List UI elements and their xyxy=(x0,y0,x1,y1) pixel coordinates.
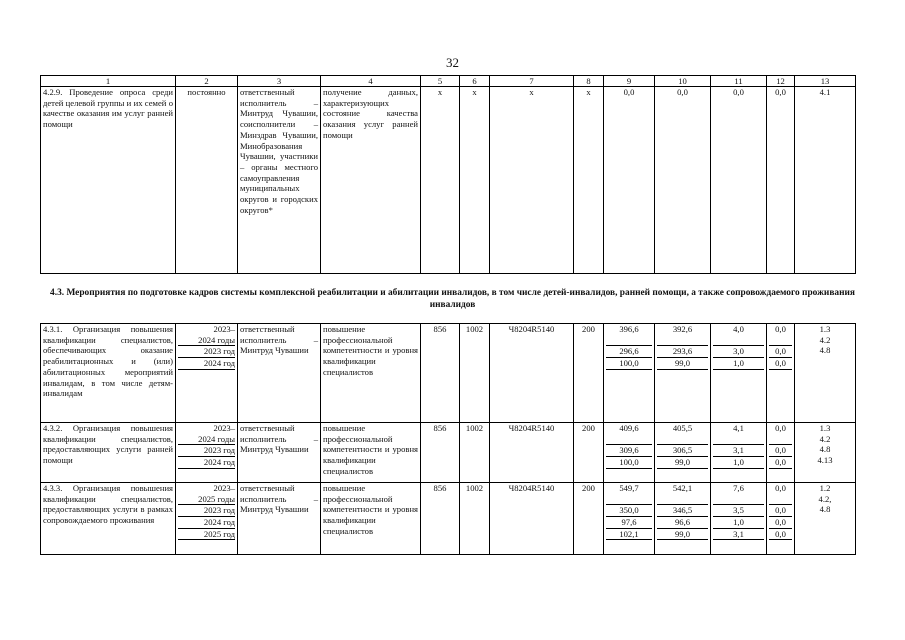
measure-name: 4.3.2. Организация повышения квалификации специалистов, предоставляющих услуги ранней помощи xyxy=(41,423,176,483)
target-code: 4.13 xyxy=(817,455,833,466)
amount-line xyxy=(713,494,764,506)
cell-col-5: 856 xyxy=(421,324,460,423)
amount-line xyxy=(657,494,708,506)
amount-line: 405,5 xyxy=(672,423,693,433)
measure-name: 4.3.3. Организация повышения квалификации специалистов, предоставляющих услуги в рамках сопровождаемого проживания xyxy=(41,483,176,555)
amount-line: 100,0 xyxy=(606,358,652,370)
amount-line: 293,6 xyxy=(657,346,708,358)
measure-name: 4.3.1. Организация повышения квалификации специалистов, обеспечивающих оказание реабилитационных и (или) абилитационных мероприятий инвалидам, в том числе детям-инвалидам xyxy=(41,324,176,423)
cell-col-12 xyxy=(767,483,795,555)
amount-line: 3,5 xyxy=(713,505,764,517)
amount-line xyxy=(713,434,764,446)
amount-line: 99,0 xyxy=(657,358,708,370)
amount-line: 350,0 xyxy=(606,505,652,517)
amount-line: 0,0 xyxy=(769,346,792,358)
amount-line: 97,6 xyxy=(606,517,652,529)
column-number: 1 xyxy=(41,76,176,87)
cell-col-13: 4.1 xyxy=(795,87,856,274)
column-number: 8 xyxy=(574,76,604,87)
term-line: 2023– xyxy=(213,324,235,334)
measure-term xyxy=(176,483,238,555)
amount-line: 3,1 xyxy=(713,529,764,541)
column-number-row xyxy=(41,76,856,87)
term-line: 2023– xyxy=(213,423,235,433)
cell-col-5: 856 xyxy=(421,423,460,483)
cell-col-5: х xyxy=(421,87,460,274)
column-number: 3 xyxy=(238,76,321,87)
amount-line xyxy=(769,434,792,446)
measure-term: постоянно xyxy=(176,87,238,274)
amount-line: 0,0 xyxy=(769,445,792,457)
amount-line xyxy=(657,335,708,347)
amount-line: 99,0 xyxy=(657,529,708,541)
table-row xyxy=(41,87,856,274)
table-row xyxy=(41,423,856,483)
cell-col-9: 0,0 xyxy=(604,87,655,274)
amount-line: 549,7 xyxy=(619,483,639,493)
cell-col-9 xyxy=(604,423,655,483)
column-number: 12 xyxy=(767,76,795,87)
section-heading: 4.3. Мероприятия по подготовке кадров системы комплексной реабилитации и абилитации инвалидов, в том числе детей-инвалидов, ранней помощи, а также сопровождаемого проживания инвалидов xyxy=(50,288,855,310)
amount-line xyxy=(606,494,652,506)
measures-table-lower xyxy=(40,323,856,555)
measure-executor: ответственный исполнитель – Минтруд Чувашии xyxy=(238,483,321,555)
amount-line: 4,0 xyxy=(733,324,744,334)
column-number: 10 xyxy=(655,76,711,87)
amount-line xyxy=(713,335,764,347)
amount-line: 3,0 xyxy=(713,346,764,358)
amount-line xyxy=(606,335,652,347)
measures-table-upper xyxy=(40,75,856,274)
cell-col-9 xyxy=(604,483,655,555)
measure-executor: ответственный исполнитель – Минтруд Чувашии xyxy=(238,324,321,423)
amount-line xyxy=(657,434,708,446)
amount-line: 296,6 xyxy=(606,346,652,358)
measure-term xyxy=(176,423,238,483)
measure-result: получение данных, характеризующих состояние качества оказания услуг ранней помощи xyxy=(321,87,421,274)
amount-line: 0,0 xyxy=(769,457,792,469)
cell-col-10 xyxy=(655,324,711,423)
cell-col-6: 1002 xyxy=(460,483,490,555)
amount-line: 0,0 xyxy=(775,423,786,433)
amount-line: 102,1 xyxy=(606,529,652,541)
amount-line: 346,5 xyxy=(657,505,708,517)
column-number: 2 xyxy=(176,76,238,87)
cell-col-11: 0,0 xyxy=(711,87,767,274)
cell-col-7: Ч8204R5140 xyxy=(490,423,574,483)
term-line: 2023 год xyxy=(178,346,235,358)
cell-col-8: 200 xyxy=(574,324,604,423)
cell-col-7: х xyxy=(490,87,574,274)
cell-col-11 xyxy=(711,423,767,483)
column-number: 7 xyxy=(490,76,574,87)
target-code: 1.3 xyxy=(819,423,831,433)
amount-line: 0,0 xyxy=(775,483,786,493)
amount-line: 1,0 xyxy=(713,358,764,370)
measure-result: повышение профессиональной компетентности и уровня квалификации специалистов xyxy=(321,423,421,483)
cell-col-13 xyxy=(795,423,856,483)
table-row xyxy=(41,324,856,423)
amount-line xyxy=(769,335,792,347)
amount-line: 100,0 xyxy=(606,457,652,469)
amount-line: 0,0 xyxy=(769,529,792,541)
cell-col-12 xyxy=(767,423,795,483)
cell-col-6: 1002 xyxy=(460,324,490,423)
amount-line xyxy=(606,434,652,446)
term-line: 2023 год xyxy=(178,445,235,457)
table-row xyxy=(41,483,856,555)
amount-line: 1,0 xyxy=(713,457,764,469)
cell-col-13 xyxy=(795,483,856,555)
cell-col-12: 0,0 xyxy=(767,87,795,274)
amount-line: 306,5 xyxy=(657,445,708,457)
term-line: 2024 годы xyxy=(178,434,235,446)
cell-col-7: Ч8204R5140 xyxy=(490,483,574,555)
target-code: 4.2 xyxy=(819,433,831,444)
measure-term xyxy=(176,324,238,423)
amount-line: 1,0 xyxy=(713,517,764,529)
cell-col-13 xyxy=(795,324,856,423)
amount-line: 99,0 xyxy=(657,457,708,469)
target-code: 1.3 xyxy=(819,324,831,334)
term-line: 2025 год xyxy=(178,529,235,541)
cell-col-6: 1002 xyxy=(460,423,490,483)
cell-col-10 xyxy=(655,483,711,555)
target-code: 4.8 xyxy=(819,444,831,455)
amount-line: 0,0 xyxy=(769,358,792,370)
amount-line: 3,1 xyxy=(713,445,764,457)
target-code: 4.8 xyxy=(819,345,831,356)
amount-line: 542,1 xyxy=(672,483,693,493)
amount-line: 409,6 xyxy=(619,423,639,433)
measure-executor: ответственный исполнитель – Минтруд Чувашии, соисполнители – Минздрав Чувашии, Минобразования Чувашии, участники – органы местного самоуправления муниципальных округов и городских округов* xyxy=(238,87,321,274)
cell-col-11 xyxy=(711,483,767,555)
page-number: 32 xyxy=(446,55,459,70)
amount-line: 0,0 xyxy=(769,517,792,529)
cell-col-12 xyxy=(767,324,795,423)
column-number: 6 xyxy=(460,76,490,87)
amount-line: 396,6 xyxy=(619,324,639,334)
amount-line: 0,0 xyxy=(769,505,792,517)
cell-col-8: 200 xyxy=(574,483,604,555)
column-number: 11 xyxy=(711,76,767,87)
target-code: 4.8 xyxy=(819,504,831,515)
amount-line xyxy=(769,494,792,506)
target-code: 4.2 xyxy=(819,334,831,345)
cell-col-11 xyxy=(711,324,767,423)
cell-col-8: 200 xyxy=(574,423,604,483)
column-number: 5 xyxy=(421,76,460,87)
cell-col-10 xyxy=(655,423,711,483)
term-line: 2024 год xyxy=(178,517,235,529)
term-line: 2023– xyxy=(213,483,235,493)
amount-line: 96,6 xyxy=(657,517,708,529)
cell-col-9 xyxy=(604,324,655,423)
measure-result: повышение профессиональной компетентности и уровня квалификации специалистов xyxy=(321,324,421,423)
term-line: 2023 год xyxy=(178,505,235,517)
cell-col-7: Ч8204R5140 xyxy=(490,324,574,423)
cell-col-5: 856 xyxy=(421,483,460,555)
measure-result: повышение профессиональной компетентности и уровня квалификации специалистов xyxy=(321,483,421,555)
measure-name: 4.2.9. Проведение опроса среди детей целевой группы и их семей о качестве оказания им услуг ранней помощи xyxy=(41,87,176,274)
column-number: 13 xyxy=(795,76,856,87)
cell-col-6: х xyxy=(460,87,490,274)
term-line: 2024 год xyxy=(178,457,235,469)
target-code: 4.2, xyxy=(818,493,832,504)
term-line: 2024 год xyxy=(178,358,235,370)
column-number: 9 xyxy=(604,76,655,87)
amount-line: 0,0 xyxy=(775,324,786,334)
column-number: 4 xyxy=(321,76,421,87)
amount-line: 392,6 xyxy=(672,324,693,334)
amount-line: 4,1 xyxy=(733,423,744,433)
amount-line: 7,6 xyxy=(733,483,744,493)
amount-line: 309,6 xyxy=(606,445,652,457)
cell-col-8: х xyxy=(574,87,604,274)
cell-col-10: 0,0 xyxy=(655,87,711,274)
target-code: 1.2 xyxy=(819,483,831,493)
term-line: 2024 годы xyxy=(178,335,235,347)
measure-executor: ответственный исполнитель – Минтруд Чувашии xyxy=(238,423,321,483)
term-line: 2025 годы xyxy=(178,494,235,506)
